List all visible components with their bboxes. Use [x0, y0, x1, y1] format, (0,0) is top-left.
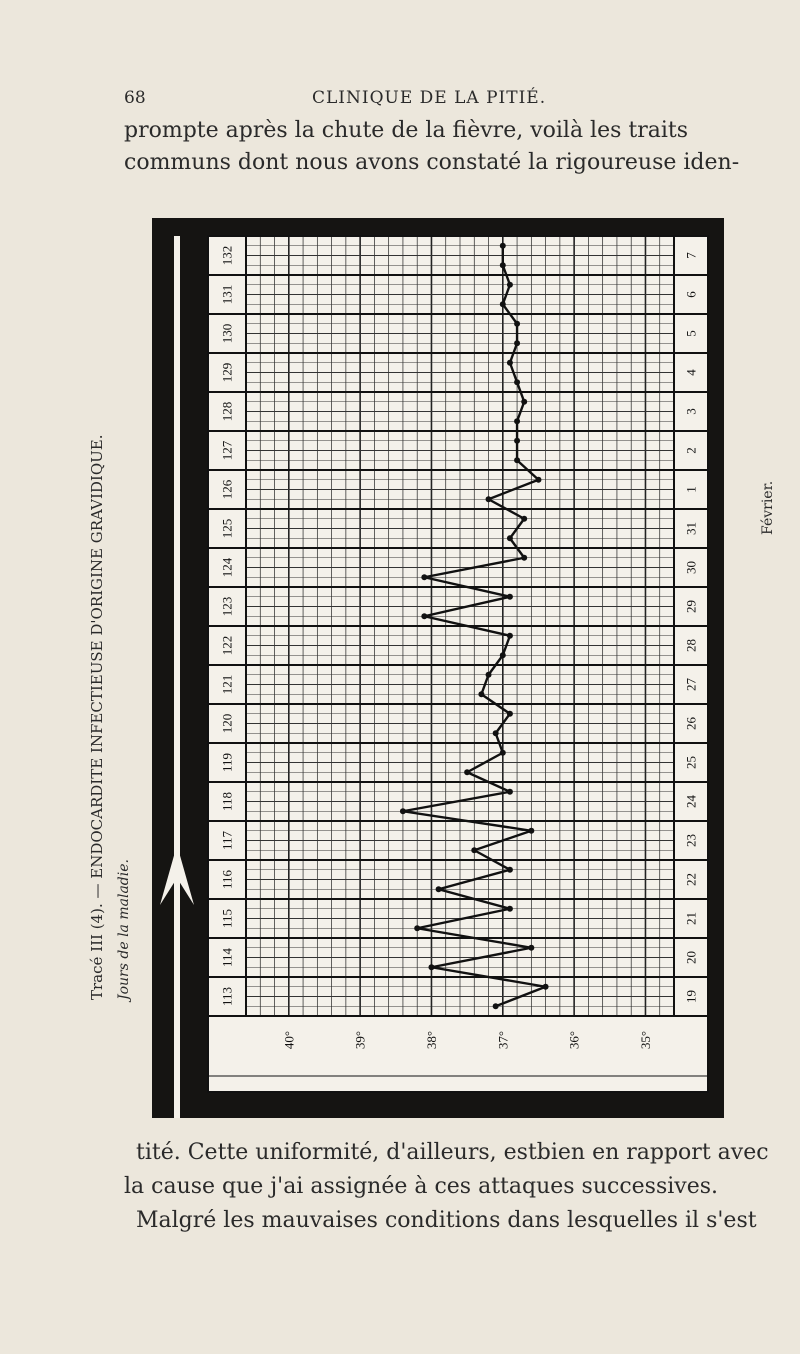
temperature-point	[507, 360, 513, 366]
date-label: 28	[683, 639, 699, 652]
day-label: 116	[219, 869, 235, 890]
temperature-point	[500, 262, 506, 268]
temperature-point	[507, 711, 513, 717]
body-text-line-4: la cause que j'ai assignée à ces attaques successives.	[124, 1174, 719, 1199]
temperature-point	[500, 301, 506, 307]
date-label: 30	[683, 561, 699, 574]
temp-axis-label: 38°	[423, 1030, 439, 1050]
day-label: 127	[219, 440, 235, 461]
day-label: 113	[219, 986, 235, 1007]
page-number: 68	[124, 88, 146, 108]
date-label: 26	[683, 717, 699, 730]
date-label: 7	[683, 252, 699, 259]
month-caption: Février.	[760, 480, 776, 535]
day-label: 126	[219, 479, 235, 500]
day-label: 129	[219, 362, 235, 383]
temperature-point	[436, 886, 442, 892]
date-label: 31	[683, 522, 699, 535]
temperature-point	[507, 867, 513, 873]
temperature-point	[493, 1003, 499, 1009]
temperature-point	[521, 555, 527, 561]
day-label: 115	[219, 908, 235, 929]
temp-axis-label: 39°	[352, 1030, 368, 1050]
date-label: 24	[683, 795, 699, 808]
temperature-point	[521, 399, 527, 405]
body-text-line-5: Malgré les mauvaises conditions dans lesquelles il s'est	[136, 1208, 757, 1233]
temperature-point	[528, 945, 534, 951]
date-label: 29	[683, 600, 699, 613]
date-label: 22	[683, 873, 699, 886]
date-label: 3	[683, 408, 699, 415]
temperature-point	[421, 574, 427, 580]
temperature-point	[507, 535, 513, 541]
temperature-point	[535, 477, 541, 483]
temperature-point	[507, 906, 513, 912]
day-label: 120	[219, 713, 235, 734]
temperature-point	[464, 769, 470, 775]
day-label: 119	[219, 752, 235, 773]
temperature-point	[478, 691, 484, 697]
temperature-point	[543, 984, 549, 990]
day-label: 123	[219, 596, 235, 617]
temperature-point	[414, 925, 420, 931]
temperature-point	[486, 672, 492, 678]
temperature-point	[471, 847, 477, 853]
day-label: 128	[219, 401, 235, 422]
temperature-point	[514, 438, 520, 444]
temperature-point	[528, 828, 534, 834]
temperature-point	[428, 964, 434, 970]
temperature-point	[514, 418, 520, 424]
day-label: 125	[219, 518, 235, 539]
temperature-point	[514, 457, 520, 463]
date-label: 19	[683, 990, 699, 1003]
day-label: 114	[219, 947, 235, 968]
date-label: 4	[683, 369, 699, 376]
date-label: 6	[683, 291, 699, 298]
body-text-line-3: tité. Cette uniformité, d'ailleurs, estbien en rapport avec	[136, 1140, 769, 1165]
running-header: CLINIQUE DE LA PITIÉ.	[312, 88, 547, 108]
arrow-shaft	[174, 236, 180, 1118]
date-label: 27	[683, 678, 699, 691]
body-text-line-1: prompte après la chute de la fièvre, voilà les traits	[124, 118, 689, 143]
day-label: 121	[219, 674, 235, 695]
temp-axis-label: 37°	[495, 1030, 511, 1050]
temperature-point	[421, 613, 427, 619]
date-label: 21	[683, 912, 699, 925]
day-label: 130	[219, 323, 235, 344]
day-label: 117	[219, 830, 235, 851]
figure-caption: Tracé III (4). — ENDOCARDITE INFECTIEUSE D'ORIGINE GRAVIDIQUE.	[88, 434, 106, 1000]
temperature-point	[507, 789, 513, 795]
temperature-point	[514, 340, 520, 346]
temp-axis-label: 36°	[566, 1030, 582, 1050]
axis-caption: Jours de la maladie.	[116, 859, 132, 1000]
temperature-point	[507, 282, 513, 288]
temperature-point	[500, 652, 506, 658]
temperature-point	[514, 379, 520, 385]
day-label: 122	[219, 635, 235, 656]
temperature-point	[521, 516, 527, 522]
temperature-point	[507, 594, 513, 600]
temp-axis-label: 35°	[637, 1030, 653, 1050]
day-label: 124	[219, 557, 235, 578]
date-label: 2	[683, 447, 699, 454]
day-label: 131	[219, 284, 235, 305]
temperature-point	[500, 750, 506, 756]
temperature-point	[507, 633, 513, 639]
temp-axis-label: 40°	[281, 1030, 297, 1050]
day-label: 132	[219, 245, 235, 266]
temperature-point	[400, 808, 406, 814]
date-label: 23	[683, 834, 699, 847]
day-label: 118	[219, 791, 235, 812]
temperature-point	[500, 243, 506, 249]
date-label: 20	[683, 951, 699, 964]
temperature-point	[486, 496, 492, 502]
temperature-point	[493, 730, 499, 736]
body-text-line-2: communs dont nous avons constaté la rigoureuse iden-	[124, 150, 740, 175]
date-label: 25	[683, 756, 699, 769]
temperature-point	[514, 321, 520, 327]
date-label: 5	[683, 330, 699, 337]
date-label: 1	[683, 486, 699, 493]
